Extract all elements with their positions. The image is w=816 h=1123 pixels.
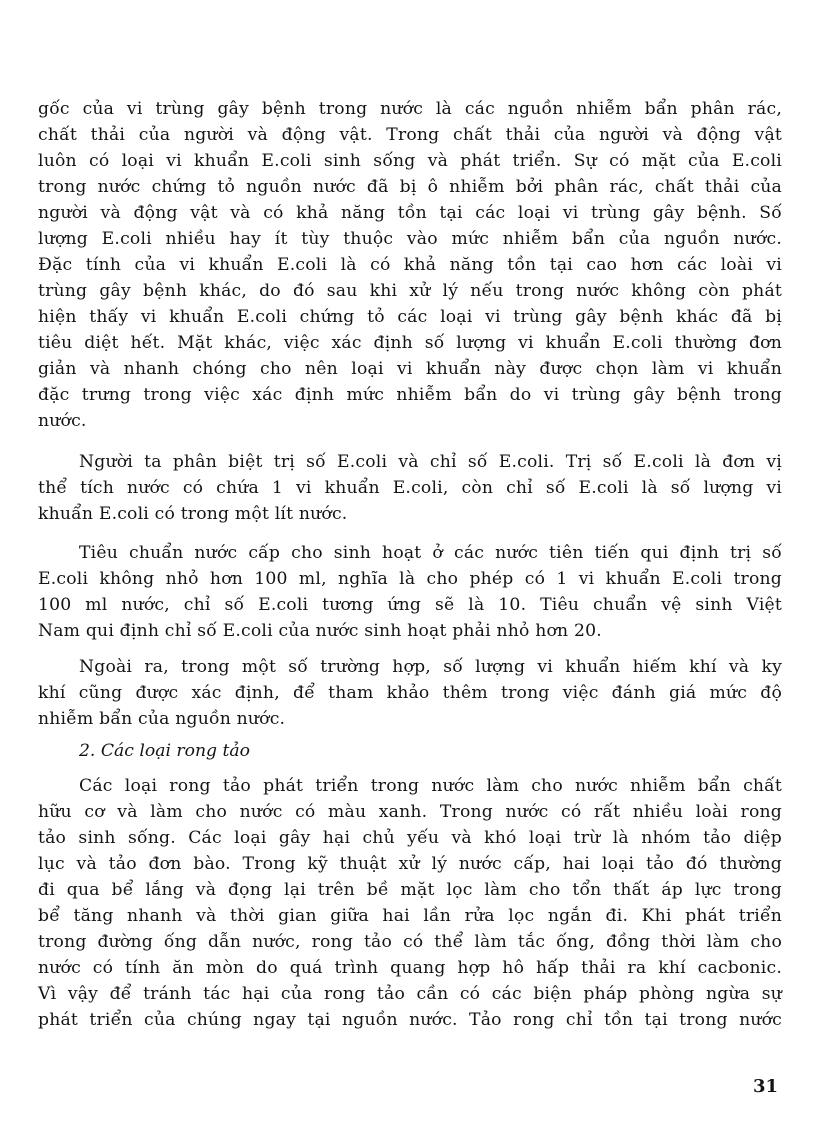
- text-line: luôn có loại vi khuẩn E.coli sinh sống và phát triển. Sự có mặt của E.coli: [38, 151, 782, 171]
- text-line: giản và nhanh chóng cho nên loại vi khuẩn này được chọn làm vi khuẩn: [38, 359, 782, 379]
- text-line: tiêu diệt hết. Mặt khác, việc xác định số lượng vi khuẩn E.coli thường đơn: [38, 333, 782, 353]
- text-line: 100 ml nước, chỉ số E.coli tương ứng sẽ là 10. Tiêu chuẩn vệ sinh Việt: [38, 595, 782, 615]
- text-line: nước có tính ăn mòn do quá trình quang hợp hô hấp thải ra khí cacbonic.: [38, 958, 782, 978]
- text-line: Các loại rong tảo phát triển trong nước làm cho nước nhiễm bẩn chất: [79, 776, 782, 796]
- text-line: phát triển của chúng ngay tại nguồn nước. Tảo rong chỉ tồn tại trong nước: [38, 1010, 782, 1030]
- text-line: Tiêu chuẩn nước cấp cho sinh hoạt ở các nước tiên tiến qui định trị số: [79, 543, 782, 563]
- text-line: tảo sinh sống. Các loại gây hại chủ yếu và khó loại trừ là nhóm tảo diệp: [38, 828, 782, 848]
- text-line: người và động vật và có khả năng tồn tại các loại vi trùng gây bệnh. Số: [38, 203, 782, 223]
- text-line: Người ta phân biệt trị số E.coli và chỉ số E.coli. Trị số E.coli là đơn vị: [79, 452, 782, 472]
- text-line: khuẩn E.coli có trong một lít nước.: [38, 504, 348, 524]
- text-line: đi qua bể lắng và đọng lại trên bề mặt lọc làm cho tổn thất áp lực trong: [38, 880, 782, 900]
- section-heading: 2. Các loại rong tảo: [79, 741, 251, 761]
- text-line: Nam qui định chỉ số E.coli của nước sinh hoạt phải nhỏ hơn 20.: [38, 621, 602, 641]
- text-line: Đặc tính của vi khuẩn E.coli là có khả năng tồn tại cao hơn các loài vi: [38, 255, 782, 275]
- page-number: 31: [752, 1076, 778, 1097]
- text-line: đặc trưng trong việc xác định mức nhiễm bẩn do vi trùng gây bệnh trong: [38, 385, 782, 405]
- text-line: hiện thấy vi khuẩn E.coli chứng tỏ các loại vi trùng gây bệnh khác đã bị: [38, 307, 782, 327]
- text-line: Vì vậy để tránh tác hại của rong tảo cần có các biện pháp phòng ngừa sự: [38, 984, 782, 1004]
- text-line: Ngoài ra, trong một số trường hợp, số lượng vi khuẩn hiếm khí và ky: [79, 657, 782, 677]
- text-line: thể tích nước có chứa 1 vi khuẩn E.coli, còn chỉ số E.coli là số lượng vi: [38, 478, 782, 498]
- text-line: trùng gây bệnh khác, do đó sau khi xử lý nếu trong nước không còn phát: [38, 281, 782, 301]
- text-line: bể tăng nhanh và thời gian giữa hai lần rửa lọc ngắn đi. Khi phát triển: [38, 906, 782, 926]
- text-line: lục và tảo đơn bào. Trong kỹ thuật xử lý nước cấp, hai loại tảo đó thường: [38, 854, 782, 874]
- text-line: trong đường ống dẫn nước, rong tảo có thể làm tắc ống, đồng thời làm cho: [38, 932, 782, 952]
- text-line: chất thải của người và động vật. Trong chất thải của người và động vật: [38, 125, 782, 145]
- text-line: khí cũng được xác định, để tham khảo thêm trong việc đánh giá mức độ: [38, 683, 782, 703]
- text-line: E.coli không nhỏ hơn 100 ml, nghĩa là cho phép có 1 vi khuẩn E.coli trong: [38, 569, 782, 589]
- text-line: lượng E.coli nhiều hay ít tùy thuộc vào mức nhiễm bẩn của nguồn nước.: [38, 229, 782, 249]
- text-line: gốc của vi trùng gây bệnh trong nước là các nguồn nhiễm bẩn phân rác,: [38, 99, 782, 119]
- text-line: nước.: [38, 411, 87, 431]
- text-line: hữu cơ và làm cho nước có màu xanh. Trong nước có rất nhiều loài rong: [38, 802, 782, 822]
- text-line: trong nước chứng tỏ nguồn nước đã bị ô nhiễm bởi phân rác, chất thải của: [38, 177, 782, 197]
- text-line: nhiễm bẩn của nguồn nước.: [38, 709, 286, 729]
